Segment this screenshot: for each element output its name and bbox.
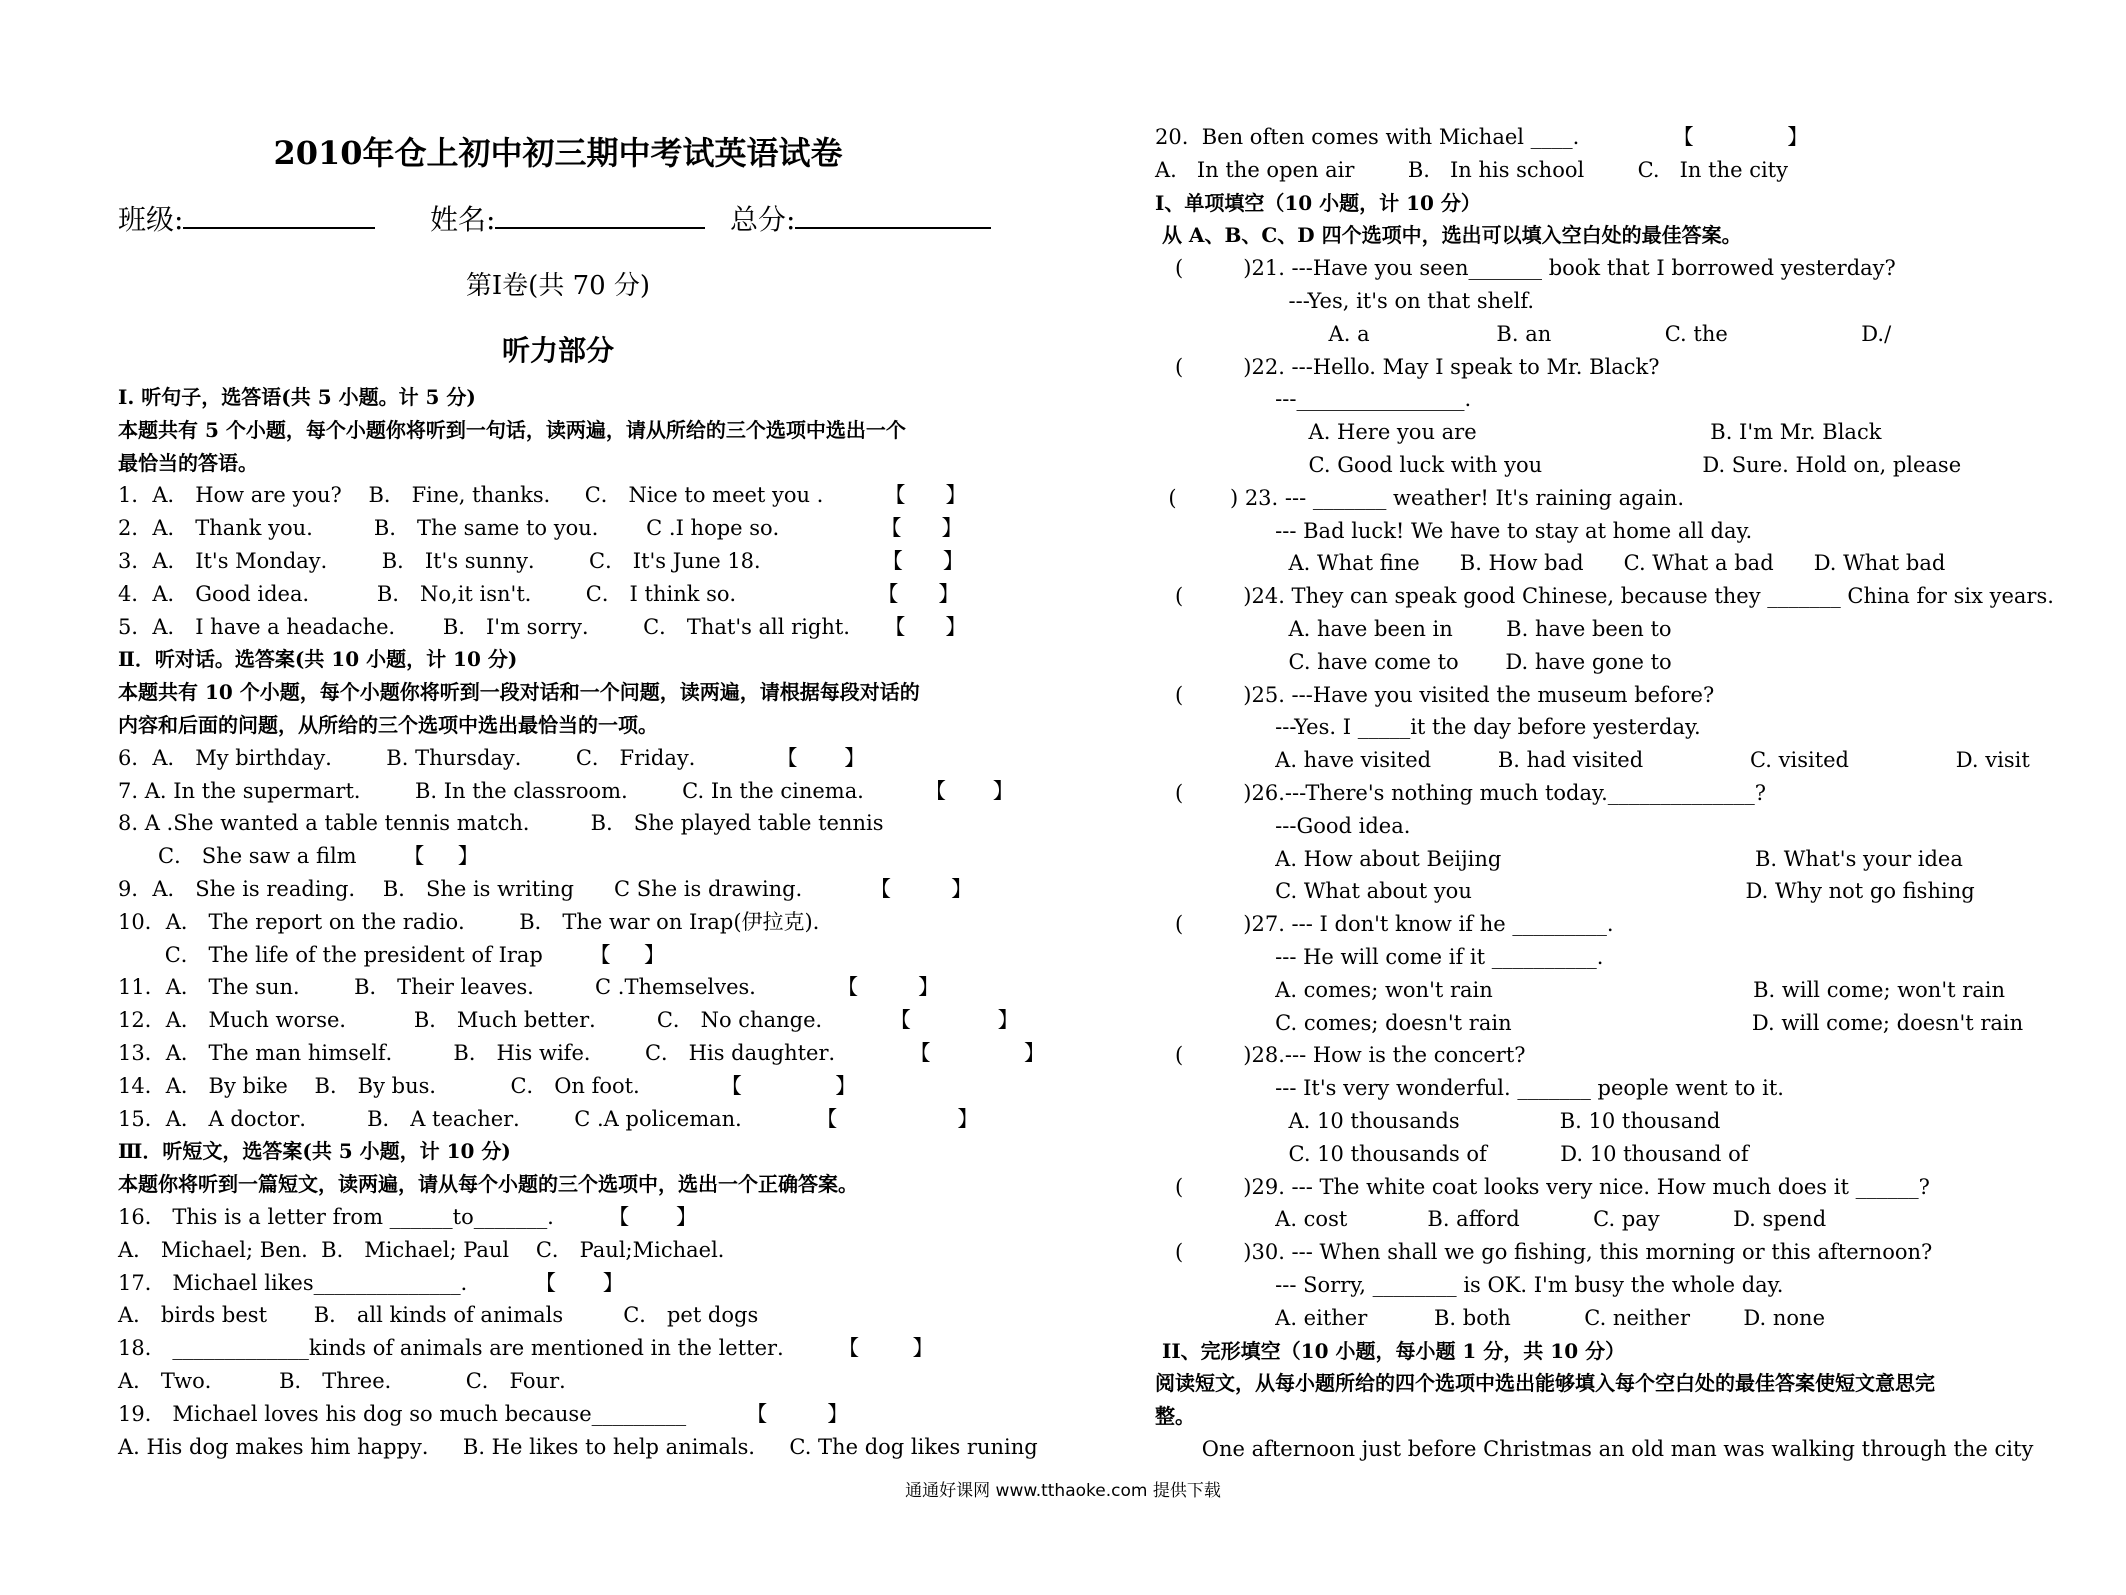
right-line: C. What about you D. Why not go fishing bbox=[1155, 879, 1975, 904]
right-line: 20. Ben often comes with Michael ____. 【 】 bbox=[1155, 125, 1809, 149]
left-line: 7. A. In the supermart． B. In the classroom． C. In the cinema． 【 】 bbox=[118, 778, 1014, 803]
right-line: A. have visited B. had visited C. visited D. visit bbox=[1155, 748, 2030, 773]
right-line: ( )28.--- How is the concert? bbox=[1155, 1043, 1526, 1068]
left-line: 14．A． By bike B． By bus． C． On foot． 【 】 bbox=[118, 1073, 857, 1098]
left-line: 15．A． A doctor． B． A teacher． C .A policeman． 【 】 bbox=[118, 1106, 979, 1131]
right-line: One afternoon just before Christmas an old man was walking through the city bbox=[1155, 1437, 2034, 1461]
left-line: A． Michael; Ben. B． Michael; Paul C． Paul;Michael． bbox=[118, 1237, 739, 1262]
right-line: ( )26.---There's nothing much today.______________? bbox=[1155, 781, 1767, 805]
right-line: ( )30. --- When shall we go fishing, this morning or this afternoon? bbox=[1155, 1240, 1933, 1265]
right-line: A. either B. both C. neither D. none bbox=[1155, 1305, 1825, 1330]
right-line: C. comes; doesn't rain D. will come; doesn't rain bbox=[1155, 1010, 2024, 1035]
left-line: 本题你将听到一篇短文，读两遍，请从每个小题的三个选项中，选出一个正确答案。 bbox=[118, 1172, 858, 1197]
left-line: 本题共有 5 个小题，每个小题你将听到一句话，读两遍，请从所给的三个选项中选出一个 bbox=[118, 417, 906, 442]
left-line: 10．A． The report on the radio． B． The war on Irap(伊拉克)． bbox=[118, 909, 834, 934]
right-line: ( )21. ---Have you seen_______ book that I borrowed yesterday? bbox=[1155, 256, 1896, 281]
right-line: A. What fine B. How bad C. What a bad D. What bad bbox=[1155, 551, 1946, 576]
left-line: A． birds best B． all kinds of animals C． pet dogs bbox=[118, 1303, 759, 1328]
right-line: ---Yes, it's on that shelf. bbox=[1155, 289, 1535, 313]
right-line: ( )22. ---Hello. May I speak to Mr. Black? bbox=[1155, 354, 1660, 379]
left-line: Ⅱ．听对话。选答案(共 10 小题，计 10 分) bbox=[118, 647, 518, 672]
right-line: II、完形填空（10 小题，每小题 1 分，共 10 分） bbox=[1155, 1338, 1626, 1363]
name-field: 姓名: bbox=[430, 198, 705, 238]
left-line: A. His dog makes him happy． B. He likes to help animals． C. The dog likes runing bbox=[118, 1434, 1038, 1459]
left-line: 2．A． Thank you． B． The same to you． C .I hope so． 【 】 bbox=[118, 516, 963, 541]
left-line: 13．A． The man himself． B． His wife． C． His daughter． 【 】 bbox=[118, 1041, 1046, 1065]
left-line: 5．A． I have a headache． B． I'm sorry． C． That's all right． 【 】 bbox=[118, 614, 967, 639]
left-line: 6．A． My birthday． B. Thursday． C． Friday． 【 】 bbox=[118, 745, 866, 770]
right-line: --- He will come if it __________. bbox=[1155, 945, 1604, 969]
right-line: A. cost B. afford C. pay D. spend bbox=[1155, 1207, 1827, 1232]
right-line: --- Bad luck! We have to stay at home all day. bbox=[1155, 518, 1753, 543]
right-line: A. Here you are B. I'm Mr. Black bbox=[1155, 420, 1882, 445]
right-line: ---________________. bbox=[1155, 387, 1472, 412]
exam-title: 2010年仓上初中初三期中考试英语试卷 bbox=[273, 134, 843, 172]
right-line: I、单项填空（10 小题，计 10 分） bbox=[1155, 190, 1481, 215]
right-line: 阅读短文，从每小题所给的四个选项中选出能够填入每个空白处的最佳答案使短文意思完 bbox=[1155, 1371, 1935, 1396]
score-field: 总分: bbox=[730, 198, 991, 238]
right-line: ( )27. --- I don't know if he _________. bbox=[1155, 912, 1614, 937]
section-title: 听力部分 bbox=[501, 334, 614, 367]
left-line: 本题共有 10 个小题，每个小题你将听到一段对话和一个问题，读两遍，请根据每段对话的 bbox=[118, 680, 920, 705]
left-line: C． She saw a film 【 】 bbox=[118, 844, 479, 869]
left-line: 4．A． Good idea． B． No,it isn't． C． I think so． 【 】 bbox=[118, 581, 960, 606]
left-line: 17． Michael likes______________． 【 】 bbox=[118, 1270, 624, 1295]
right-line: ( )29. --- The white coat looks very nice. How much does it ______? bbox=[1155, 1174, 1930, 1199]
left-line: Ⅲ．听短文，选答案(共 5 小题，计 10 分) bbox=[118, 1139, 511, 1164]
left-line: 8. A .She wanted a table tennis match． B． She played table tennis bbox=[118, 811, 884, 836]
right-line: A. a B. an C. the D./ bbox=[1155, 321, 1892, 346]
left-line: 内容和后面的问题，从所给的三个选项中选出最恰当的一项。 bbox=[118, 713, 658, 737]
left-line: 18． _____________kinds of animals are mentioned in the letter． 【 】 bbox=[118, 1336, 934, 1361]
left-line: 3．A． It's Monday． B． It's sunny． C． It's June 18． 【 】 bbox=[118, 549, 964, 573]
right-line: ( )25. ---Have you visited the museum before? bbox=[1155, 682, 1715, 707]
volume-label: 第Ⅰ卷(共 70 分) bbox=[465, 271, 651, 301]
right-line: A. have been in B. have been to bbox=[1155, 617, 1672, 641]
name-blank[interactable] bbox=[495, 201, 705, 229]
left-line: I. 听句子，选答语(共 5 小题。计 5 分) bbox=[118, 385, 476, 409]
right-line: ---Yes. I _____it the day before yesterday. bbox=[1155, 715, 1701, 740]
footer-credit: 通通好课网 www.tthaoke.com 提供下载 bbox=[905, 1481, 1221, 1501]
left-line: 11．A． The sun． B． Their leaves． C .Themselves． 【 】 bbox=[118, 975, 940, 1000]
right-line: A. In the open air B. In his school C. In the city bbox=[1155, 157, 1788, 182]
left-line: 最恰当的答语。 bbox=[118, 450, 258, 475]
left-line: 12．A． Much worse． B． Much better． C． No change． 【 】 bbox=[118, 1008, 1019, 1033]
right-line: 整。 bbox=[1155, 1404, 1195, 1429]
right-line: C. Good luck with you D. Sure. Hold on, please bbox=[1155, 453, 1962, 477]
left-line: 9．A． She is reading． B． She is writing C She is drawing． 【 】 bbox=[118, 877, 973, 901]
class-field: 班级: bbox=[118, 198, 375, 238]
left-line: C． The life of the president of Irap 【 】 bbox=[118, 942, 665, 967]
right-line: ---Good idea. bbox=[1155, 813, 1411, 838]
right-line: A. How about Beijing B. What's your idea bbox=[1155, 846, 1963, 871]
right-line: C. 10 thousands of D. 10 thousand of bbox=[1155, 1141, 1749, 1166]
right-line: ( )24. They can speak good Chinese, because they _______ China for six years. bbox=[1155, 584, 2054, 609]
left-line: A． Two． B． Three． C． Four． bbox=[118, 1369, 581, 1393]
right-line: A. comes; won't rain B. will come; won't rain bbox=[1155, 977, 2006, 1002]
left-line: 19． Michael loves his dog so much because_________ 【 】 bbox=[118, 1401, 849, 1426]
left-line: 16． This is a letter from ______to_______． 【 】 bbox=[118, 1205, 698, 1229]
right-line: C. have come to D. have gone to bbox=[1155, 649, 1672, 674]
left-line: 1．A． How are you? B． Fine, thanks． C． Nice to meet you ． 【 】 bbox=[118, 483, 967, 508]
right-line: --- Sorry, ________ is OK. I'm busy the whole day. bbox=[1155, 1273, 1784, 1297]
right-line: A. 10 thousands B. 10 thousand bbox=[1155, 1109, 1721, 1133]
score-blank[interactable] bbox=[795, 201, 991, 229]
right-line: ( ) 23. --- _______ weather! It's raining again. bbox=[1155, 485, 1685, 510]
right-line: 从 A、B、C、D 四个选项中，选出可以填入空白处的最佳答案。 bbox=[1155, 223, 1742, 248]
right-line: --- It's very wonderful. _______ people went to it. bbox=[1155, 1076, 1784, 1101]
class-blank[interactable] bbox=[183, 201, 375, 229]
